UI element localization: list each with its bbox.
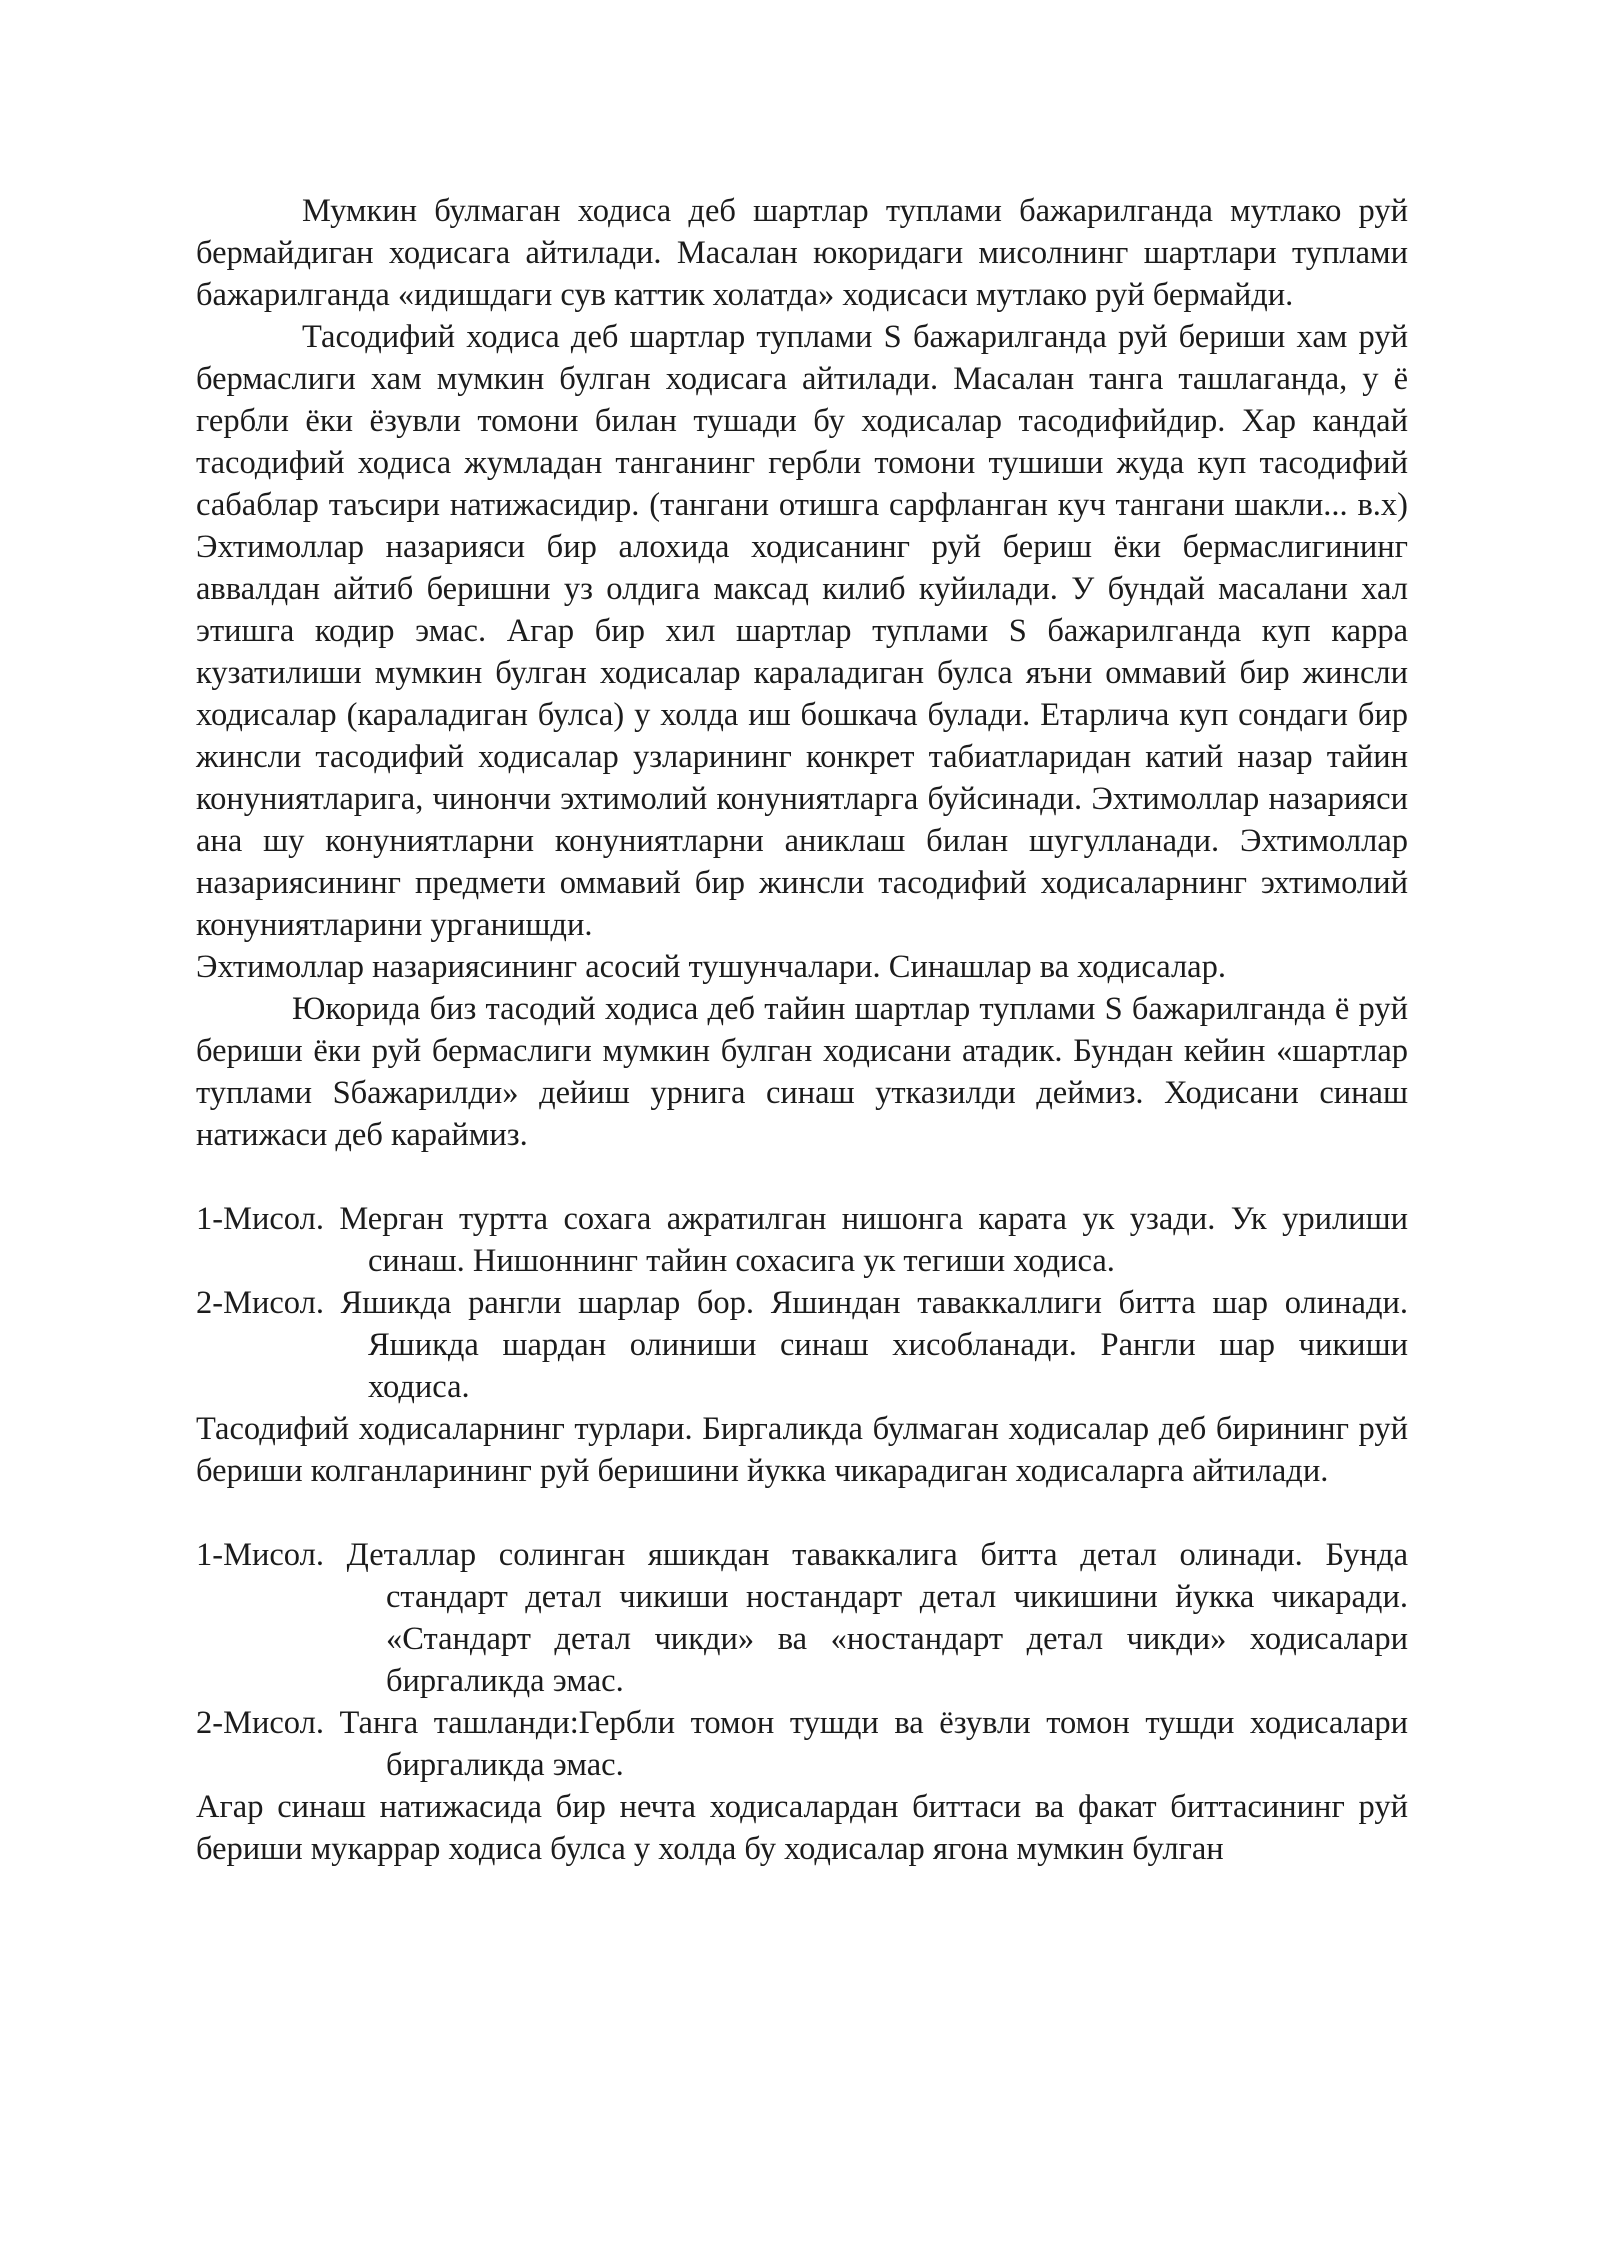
example-1-marksman: 1-Мисол. Мерган туртта сохага ажратилган нишонга карата ук узади. Ук урилиши синаш. Нишоннинг тайин сохасига ук тегиши ходиса.: [196, 1201, 1408, 1279]
paragraph-impossible-event: Мумкин булмаган ходиса деб шартлар туплами бажарилганда мутлако руй бермайдиган ходисага айтилади. Масалан юкоридаги мисолнинг шартлари туплами бажарилганда «идишдаги сув каттик холатда» ходисаси мутлако руй бермайди.: [196, 193, 1408, 313]
blank-line: [196, 1492, 1408, 1534]
paragraph-trials: Юкорида биз тасодий ходиса деб тайин шартлар туплами S бажарилганда ё руй бериши ёки руй бермаслиги мумкин булган ходисани атадик. Бундан кейин «шартлар туплами Sбажарилди» дейиш урнига синаш утказилди деймиз. Ходисани синаш натижаси деб караймиз.: [196, 991, 1408, 1153]
example-2-box-balls: 2-Мисол. Яшикда рангли шарлар бор. Яшиндан таваккаллиги битта шар олинади. Яшикда шардан олиниши синаш хисобланади. Рангли шар чикиши ходиса.: [196, 1285, 1408, 1405]
paragraph-random-event: Тасодифий ходиса деб шартлар туплами S бажарилганда руй бериши хам руй бермаслиги хам мумкин булган ходисага айтилади. Масалан танга ташлаганда, у ё гербли ёки ёзувли томони билан тушади бу ходисалар тасодифийдир. Хар кандай тасодифий ходиса жумладан танганинг гербли томони тушиши жуда куп тасодифий сабаблар таъсири натижасидир. (тангани отишга сарфланган куч тангани шакли... в.х) Эхтимоллар назарияси бир алохида ходисанинг руй бериш ёки бермаслигининг аввалдан айтиб беришни уз олдига максад килиб куйилади. У бундай масалани хал этишга кодир эмас. Агар бир хил шартлар туплами S бажарилганда куп карра кузатилиши мумкин булган ходисалар караладиган булса яъни оммавий бир жинсли ходисалар (караладиган булса) у холда иш бошкача булади. Етарлича куп сондаги бир жинсли тасодифий ходисалар узларининг конкрет табиатларидан катий назар тайин конуниятларига, чинончи эхтимолий конуниятларга буйсинади. Эхтимоллар назарияси ана шу конуниятларни конуниятларни аниклаш билан шугулланади. Эхтимоллар назариясининг предмети оммавий бир жинсли тасодифий ходисаларнинг эхтимолий конуниятларини урганишди.: [196, 319, 1408, 943]
paragraph-unique-events: Агар синаш натижасида бир нечта ходисалардан биттаси ва факат биттасининг руй бериши мукаррар ходиса булса у холда бу ходисалар ягона мумкин булган: [196, 1789, 1408, 1867]
paragraph-event-types: Тасодифий ходисаларнинг турлари. Биргаликда булмаган ходисалар деб бирининг руй бериши колганларининг руй беришини йукка чикарадиган ходисаларга айтилади.: [196, 1411, 1408, 1489]
blank-line: [196, 1156, 1408, 1198]
document-page: [196, 190, 1408, 1870]
section-heading-basic-concepts: Эхтимоллар назариясининг асосий тушунчалари. Синашлар ва ходисалар.: [196, 949, 1226, 985]
example-1-details: 1-Мисол. Деталлар солинган яшикдан таваккалига битта детал олинади. Бунда стандарт детал чикиши ностандарт детал чикишини йукка чикаради. «Стандарт детал чикди» ва «ностандарт детал чикди» ходисалари биргаликда эмас.: [196, 1537, 1408, 1699]
example-2-coin: 2-Мисол. Танга ташланди:Гербли томон тушди ва ёзувли томон тушди ходисалари биргаликда эмас.: [196, 1705, 1408, 1783]
